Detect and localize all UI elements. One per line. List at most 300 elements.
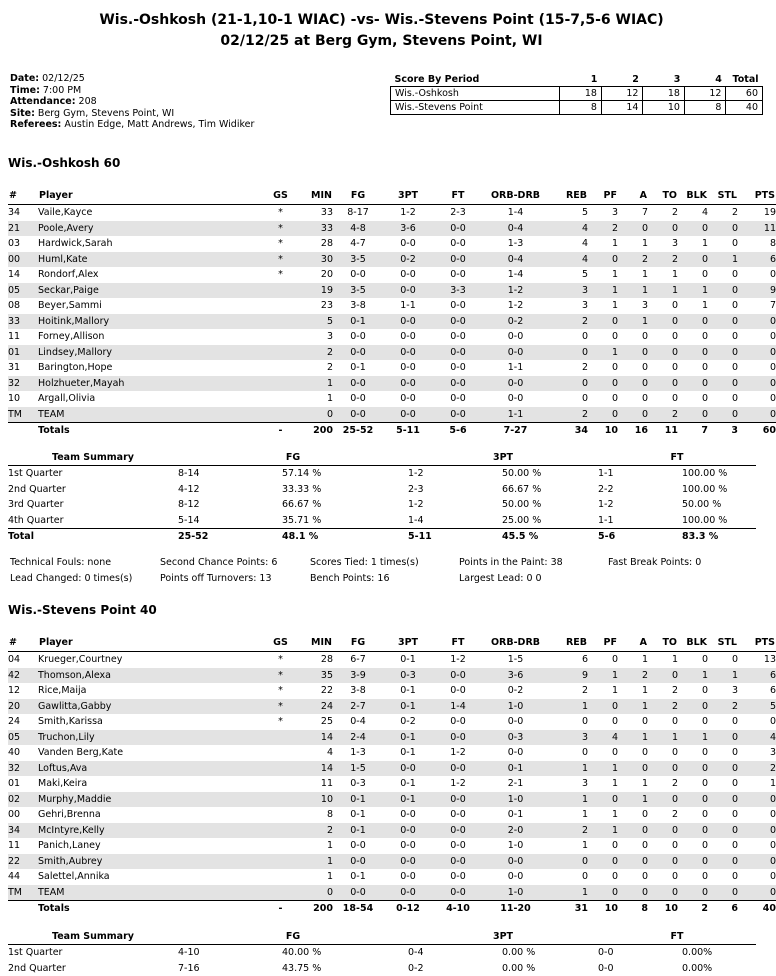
player-name: Barington,Hope xyxy=(38,360,263,376)
stat-cell: 0 xyxy=(588,885,618,901)
largest-lead: Largest Lead: 0 0 xyxy=(459,573,542,584)
stat-cell: 1-4 xyxy=(433,699,483,715)
stat-cell: 0-3 xyxy=(333,776,383,792)
stat-cell: 2 xyxy=(548,683,588,699)
stat-cell: 0 xyxy=(708,807,738,823)
player-name: Smith,Aubrey xyxy=(38,854,263,870)
stat-cell: 3-6 xyxy=(483,668,548,684)
totals-cell: 0-12 xyxy=(383,901,433,917)
stat-cell: 9 xyxy=(738,283,776,299)
summary-header: 3PT xyxy=(408,450,598,466)
sbp-header-cell: 4 xyxy=(684,73,726,87)
stat-cell: 1-3 xyxy=(483,236,548,252)
stat-cell: * xyxy=(263,683,298,699)
totals-cell: 7-27 xyxy=(483,423,548,439)
stat-cell: 0 xyxy=(678,807,708,823)
stat-cell: 1 xyxy=(618,267,648,283)
player-row xyxy=(8,376,776,392)
stat-cell: 00 xyxy=(8,252,38,268)
stat-cell: 1-2 xyxy=(483,283,548,299)
summary-cell: 8-12 xyxy=(178,497,278,513)
totals-cell: 11 xyxy=(648,423,678,439)
stat-cell: 0-1 xyxy=(383,730,433,746)
stat-cell: 0 xyxy=(678,761,708,777)
stat-cell: 0 xyxy=(618,823,648,839)
sbp-score-cell: 18 xyxy=(643,87,685,101)
summary-cell: 2-3 xyxy=(408,482,498,498)
stat-cell: 4 xyxy=(548,252,588,268)
stat-cell: 0 xyxy=(298,407,333,423)
stat-cell: 0 xyxy=(648,745,678,761)
stat-cell: 0-0 xyxy=(383,869,433,885)
summary-cell: 1-1 xyxy=(598,513,678,529)
totals-cell: 5-6 xyxy=(433,423,483,439)
player-row xyxy=(8,807,776,823)
team2-summary xyxy=(8,929,756,976)
stat-cell: 0 xyxy=(708,345,738,361)
sbp-score-cell: 10 xyxy=(643,101,685,115)
stat-cell: 1 xyxy=(298,391,333,407)
stat-cell: 0 xyxy=(618,221,648,237)
stat-cell: 10 xyxy=(8,391,38,407)
stat-cell: 0-0 xyxy=(433,329,483,345)
stat-cell xyxy=(263,869,298,885)
stat-cell: 1-2 xyxy=(383,205,433,221)
stat-cell: 0 xyxy=(678,869,708,885)
totals-cell: 10 xyxy=(588,901,618,917)
stat-cell: 05 xyxy=(8,283,38,299)
stat-cell: 3 xyxy=(298,329,333,345)
stat-cell: 0 xyxy=(678,683,708,699)
stat-cell: 0 xyxy=(708,236,738,252)
stat-cell: 0 xyxy=(708,267,738,283)
team1-summary xyxy=(8,450,756,545)
stat-cell: 2-4 xyxy=(333,730,383,746)
column-header: PF xyxy=(588,187,618,205)
stat-cell: 0 xyxy=(678,252,708,268)
totals-cell: Totals xyxy=(38,901,263,917)
player-row xyxy=(8,792,776,808)
stat-cell: 0 xyxy=(708,298,738,314)
stat-cell: 0 xyxy=(678,360,708,376)
stat-cell: 33 xyxy=(298,221,333,237)
stat-cell: 1-4 xyxy=(483,205,548,221)
stat-cell: 0 xyxy=(678,314,708,330)
stat-cell: 1 xyxy=(678,283,708,299)
player-name: Rice,Maija xyxy=(38,683,263,699)
stat-cell: 6-7 xyxy=(333,652,383,668)
stat-cell: 0-0 xyxy=(333,854,383,870)
stat-cell: 0 xyxy=(738,407,776,423)
stat-cell: 0 xyxy=(678,823,708,839)
stat-cell: 2 xyxy=(708,699,738,715)
stat-cell: 0 xyxy=(648,885,678,901)
stat-cell: 1 xyxy=(588,683,618,699)
stat-cell: 0-0 xyxy=(333,329,383,345)
game-title: Wis.-Oshkosh (21-1,10-1 WIAC) -vs- Wis.-Stevens Point (15-7,5-6 WIAC) xyxy=(0,12,763,28)
stat-cell: 0 xyxy=(648,360,678,376)
stat-cell: 0-0 xyxy=(383,838,433,854)
summary-cell: 8-14 xyxy=(178,466,278,482)
stat-cell: 8-17 xyxy=(333,205,383,221)
stat-cell: 1 xyxy=(678,236,708,252)
player-row xyxy=(8,823,776,839)
player-name: Thomson,Alexa xyxy=(38,668,263,684)
stat-cell: 0 xyxy=(618,376,648,392)
stat-cell xyxy=(263,314,298,330)
stat-cell: 7 xyxy=(738,298,776,314)
stat-cell: 3-8 xyxy=(333,298,383,314)
stat-cell: 4 xyxy=(588,730,618,746)
stat-cell: 0 xyxy=(708,714,738,730)
stat-cell: 0 xyxy=(588,329,618,345)
summary-cell: 0-0 xyxy=(598,945,678,961)
stat-cell: 3 xyxy=(548,283,588,299)
stat-cell: 22 xyxy=(298,683,333,699)
stat-cell: 31 xyxy=(8,360,38,376)
stat-cell: 1-0 xyxy=(483,838,548,854)
stat-cell: 0-0 xyxy=(383,376,433,392)
stat-cell: 20 xyxy=(8,699,38,715)
stat-cell: 0-1 xyxy=(483,807,548,823)
stat-cell: 0-0 xyxy=(383,314,433,330)
stat-cell: 0-0 xyxy=(433,869,483,885)
stat-cell: 0 xyxy=(708,776,738,792)
stat-cell: 1-0 xyxy=(483,699,548,715)
stat-cell: 2 xyxy=(588,221,618,237)
stat-cell: 0 xyxy=(618,360,648,376)
stat-cell: 1 xyxy=(548,807,588,823)
stat-cell: 2 xyxy=(738,761,776,777)
stat-cell: 0 xyxy=(738,714,776,730)
stat-cell: 2 xyxy=(298,360,333,376)
sbp-score-cell: 12 xyxy=(684,87,726,101)
player-row xyxy=(8,652,776,668)
totals-cell: 60 xyxy=(738,423,776,439)
player-name: Loftus,Ava xyxy=(38,761,263,777)
stat-cell: 0-1 xyxy=(383,683,433,699)
stat-cell: 33 xyxy=(8,314,38,330)
totals-cell xyxy=(8,901,38,917)
stat-cell: 0 xyxy=(588,854,618,870)
summary-cell: 0.00 % xyxy=(498,961,598,976)
stat-cell: 2 xyxy=(648,205,678,221)
player-name: Panich,Laney xyxy=(38,838,263,854)
sbp-score-cell: 8 xyxy=(560,101,602,115)
stat-cell: 30 xyxy=(298,252,333,268)
stat-cell: 1-2 xyxy=(483,298,548,314)
stat-cell xyxy=(263,407,298,423)
stat-cell: 0-0 xyxy=(433,252,483,268)
player-row xyxy=(8,329,776,345)
stat-cell: 0 xyxy=(618,869,648,885)
player-name: Beyer,Sammi xyxy=(38,298,263,314)
player-name: Rondorf,Alex xyxy=(38,267,263,283)
stat-cell: 1 xyxy=(588,668,618,684)
column-header: BLK xyxy=(678,634,708,652)
stat-cell: 0 xyxy=(738,345,776,361)
summary-cell: 0-0 xyxy=(598,961,678,976)
column-header: PF xyxy=(588,634,618,652)
stat-cell: 0 xyxy=(708,792,738,808)
stat-cell: 3 xyxy=(548,776,588,792)
stat-cell: 1 xyxy=(648,730,678,746)
summary-total-cell: 83.3 % xyxy=(678,529,756,545)
stat-cell: 0 xyxy=(648,792,678,808)
stat-cell: 0-1 xyxy=(383,652,433,668)
stat-cell: 5 xyxy=(738,699,776,715)
stat-cell: 0-0 xyxy=(433,730,483,746)
stat-cell: 1 xyxy=(618,699,648,715)
totals-cell: 8 xyxy=(618,901,648,917)
stat-cell: 4 xyxy=(678,205,708,221)
stat-cell: 1 xyxy=(618,314,648,330)
sbp-team-name: Wis.-Oshkosh xyxy=(391,87,560,101)
stat-cell: 1 xyxy=(588,283,618,299)
stat-cell: 0-0 xyxy=(483,345,548,361)
stat-cell: 1 xyxy=(738,776,776,792)
player-row xyxy=(8,252,776,268)
stat-cell: 1 xyxy=(618,792,648,808)
column-header: BLK xyxy=(678,187,708,205)
stat-cell: 0-3 xyxy=(483,730,548,746)
stat-cell: 2 xyxy=(708,205,738,221)
stat-cell: 1 xyxy=(548,838,588,854)
player-name: Gehri,Brenna xyxy=(38,807,263,823)
stat-cell: 1-0 xyxy=(483,792,548,808)
stat-cell: 0-0 xyxy=(383,283,433,299)
summary-cell: 35.71 % xyxy=(278,513,408,529)
stat-cell: 0 xyxy=(548,714,588,730)
stat-cell: 1 xyxy=(588,761,618,777)
stat-cell: 1 xyxy=(298,854,333,870)
player-row xyxy=(8,283,776,299)
summary-row xyxy=(8,945,756,961)
player-row xyxy=(8,699,776,715)
stat-cell: 11 xyxy=(738,221,776,237)
summary-header: FG xyxy=(178,929,408,945)
sbp-score-cell: 60 xyxy=(726,87,763,101)
stat-cell: 1 xyxy=(588,776,618,792)
summary-header: Team Summary xyxy=(8,450,178,466)
player-row xyxy=(8,345,776,361)
stat-cell: 1 xyxy=(588,345,618,361)
stat-cell: 0 xyxy=(678,776,708,792)
column-header: REB xyxy=(548,634,588,652)
stat-cell: 0 xyxy=(648,869,678,885)
player-row xyxy=(8,221,776,237)
stat-cell: 0-1 xyxy=(383,699,433,715)
stat-cell: 0 xyxy=(618,854,648,870)
stat-cell: 0 xyxy=(738,376,776,392)
summary-cell: 1-1 xyxy=(598,466,678,482)
player-name: Huml,Kate xyxy=(38,252,263,268)
stat-cell: 01 xyxy=(8,776,38,792)
stat-cell: 1-2 xyxy=(433,652,483,668)
stat-cell: 0 xyxy=(618,885,648,901)
summary-total-cell: 5-11 xyxy=(408,529,498,545)
second-chance-points: Second Chance Points: 6 xyxy=(160,557,277,568)
stat-cell: 1-2 xyxy=(433,776,483,792)
stat-cell: 1 xyxy=(588,298,618,314)
summary-total-cell: 25-52 xyxy=(178,529,278,545)
stat-cell: 0 xyxy=(738,329,776,345)
stat-cell xyxy=(263,838,298,854)
summary-cell: 1-2 xyxy=(598,497,678,513)
points-in-paint: Points in the Paint: 38 xyxy=(459,557,563,568)
stat-cell: 0 xyxy=(588,745,618,761)
summary-row xyxy=(8,497,756,513)
stat-cell: 0 xyxy=(548,376,588,392)
player-row xyxy=(8,838,776,854)
summary-cell: 7-16 xyxy=(178,961,278,976)
stat-cell: 1 xyxy=(708,668,738,684)
summary-cell: 66.67 % xyxy=(498,482,598,498)
stat-cell: 1 xyxy=(548,792,588,808)
stat-cell: 0 xyxy=(708,314,738,330)
stat-cell: 14 xyxy=(298,761,333,777)
stat-cell: 1 xyxy=(648,267,678,283)
summary-cell: 4-10 xyxy=(178,945,278,961)
score-by-period-table xyxy=(390,73,763,115)
stat-cell: 0 xyxy=(678,838,708,854)
stat-cell xyxy=(263,885,298,901)
referees-row xyxy=(10,119,254,131)
stat-cell: 3-3 xyxy=(433,283,483,299)
totals-cell: 7 xyxy=(678,423,708,439)
summary-cell: 43.75 % xyxy=(278,961,408,976)
game-subtitle: 02/12/25 at Berg Gym, Stevens Point, WI xyxy=(0,33,763,49)
stat-cell: * xyxy=(263,652,298,668)
sbp-score-cell: 14 xyxy=(601,101,643,115)
stat-cell: TM xyxy=(8,407,38,423)
column-header: FG xyxy=(333,634,383,652)
player-name: Forney,Allison xyxy=(38,329,263,345)
stat-cell: 1-2 xyxy=(433,745,483,761)
stat-cell: 12 xyxy=(8,683,38,699)
stat-cell: 1 xyxy=(548,885,588,901)
stat-cell: 0 xyxy=(548,391,588,407)
stat-cell: 0 xyxy=(678,267,708,283)
stat-cell: 0 xyxy=(708,407,738,423)
column-header: 3PT xyxy=(383,634,433,652)
player-name: Truchon,Lily xyxy=(38,730,263,746)
stat-cell: 0 xyxy=(648,714,678,730)
summary-cell: 0-2 xyxy=(408,961,498,976)
stat-cell: 2 xyxy=(648,252,678,268)
stat-cell xyxy=(263,329,298,345)
stat-cell: 2 xyxy=(298,345,333,361)
stat-cell xyxy=(263,298,298,314)
column-header: A xyxy=(618,634,648,652)
stat-cell: 0 xyxy=(708,221,738,237)
stat-cell: 1-5 xyxy=(483,652,548,668)
stat-cell: 0 xyxy=(708,376,738,392)
player-name: Vanden Berg,Kate xyxy=(38,745,263,761)
stat-cell: 0 xyxy=(548,869,588,885)
stat-cell: 22 xyxy=(8,854,38,870)
stat-cell: 1 xyxy=(548,699,588,715)
stat-cell: 0-0 xyxy=(433,792,483,808)
stat-cell: 00 xyxy=(8,807,38,823)
summary-row xyxy=(8,961,756,976)
stat-cell: 0 xyxy=(618,407,648,423)
date-value: 02/12/25 xyxy=(42,73,85,84)
stat-cell: 1-5 xyxy=(333,761,383,777)
player-row xyxy=(8,714,776,730)
column-header: FG xyxy=(333,187,383,205)
stat-cell: 0 xyxy=(588,838,618,854)
stat-cell: 0-0 xyxy=(383,823,433,839)
stat-cell: 24 xyxy=(8,714,38,730)
stat-cell: 1 xyxy=(588,267,618,283)
player-row xyxy=(8,267,776,283)
stat-cell: 0-0 xyxy=(433,314,483,330)
fast-break-points: Fast Break Points: 0 xyxy=(608,557,701,568)
stat-cell: 3 xyxy=(588,205,618,221)
column-header: ORB-DRB xyxy=(483,187,548,205)
stat-cell: 0-0 xyxy=(433,407,483,423)
summary-header: Team Summary xyxy=(8,929,178,945)
stat-cell: 21 xyxy=(8,221,38,237)
stat-cell: 0-1 xyxy=(333,869,383,885)
stat-cell: 0-0 xyxy=(333,345,383,361)
stat-cell: 0-0 xyxy=(433,838,483,854)
stat-cell: 04 xyxy=(8,652,38,668)
sbp-header-cell: 1 xyxy=(560,73,602,87)
stat-cell: 0-0 xyxy=(483,869,548,885)
summary-cell: 1st Quarter xyxy=(8,466,178,482)
stat-cell: 0-0 xyxy=(483,745,548,761)
summary-cell: 100.00 % xyxy=(678,513,756,529)
totals-cell: 10 xyxy=(588,423,618,439)
stat-cell: 0 xyxy=(678,345,708,361)
stat-cell: 40 xyxy=(8,745,38,761)
summary-total-cell: 45.5 % xyxy=(498,529,598,545)
summary-row xyxy=(8,466,756,482)
stat-cell: 10 xyxy=(298,792,333,808)
sbp-score-cell: 12 xyxy=(601,87,643,101)
stat-cell: 8 xyxy=(738,236,776,252)
stat-cell: 0 xyxy=(708,745,738,761)
stat-cell xyxy=(263,345,298,361)
stat-cell: 0 xyxy=(648,668,678,684)
scores-tied: Scores Tied: 1 times(s) xyxy=(310,557,419,568)
stat-cell: 1 xyxy=(618,236,648,252)
column-header: PTS xyxy=(738,187,776,205)
stat-cell: 2 xyxy=(548,823,588,839)
sbp-score-cell: 40 xyxy=(726,101,763,115)
player-name: Maki,Keira xyxy=(38,776,263,792)
stat-cell: 0-0 xyxy=(483,329,548,345)
stat-cell: 1 xyxy=(588,823,618,839)
stat-cell: 1 xyxy=(298,838,333,854)
stat-cell: 0 xyxy=(588,314,618,330)
stat-cell: * xyxy=(263,714,298,730)
stat-cell: 3-9 xyxy=(333,668,383,684)
stat-cell: 44 xyxy=(8,869,38,885)
stat-cell: 0 xyxy=(738,360,776,376)
stat-cell: 1 xyxy=(678,668,708,684)
stat-cell: 8 xyxy=(298,807,333,823)
stat-cell: 0 xyxy=(588,360,618,376)
stat-cell: 01 xyxy=(8,345,38,361)
stat-cell: 0 xyxy=(738,885,776,901)
stat-cell: 0-4 xyxy=(333,714,383,730)
stat-cell: 0-1 xyxy=(483,761,548,777)
stat-cell: 2 xyxy=(648,699,678,715)
stat-cell: 2 xyxy=(648,807,678,823)
